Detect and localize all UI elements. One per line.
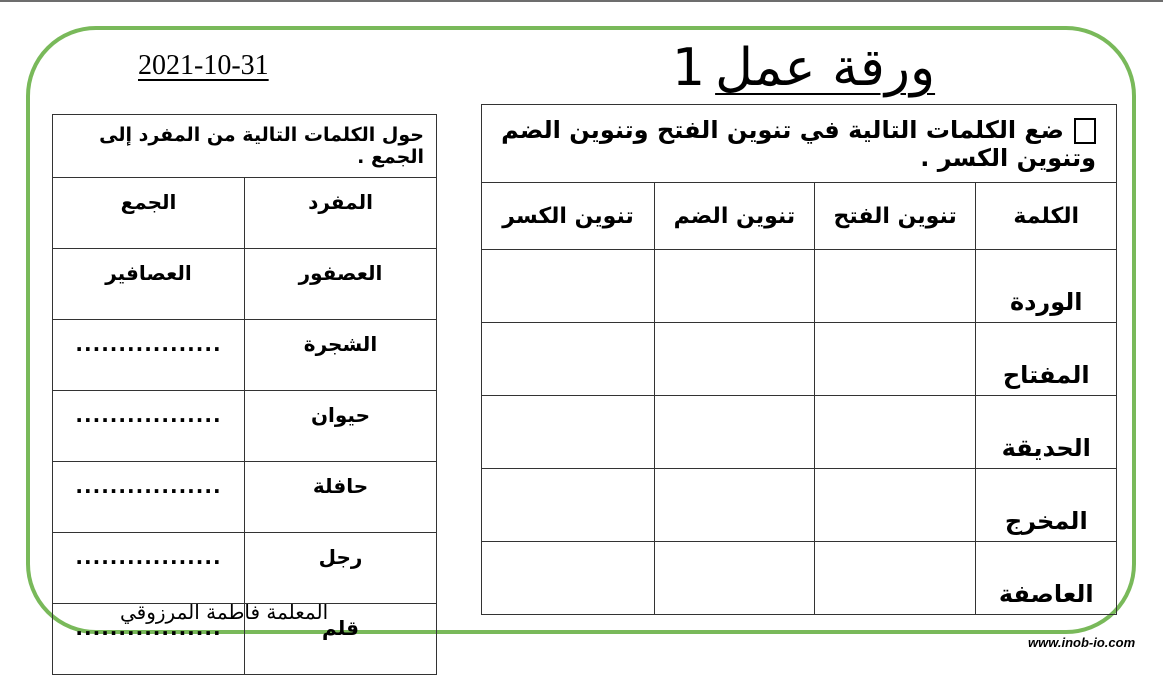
answer-cell[interactable] (655, 542, 815, 615)
plural-blank[interactable]: ................. (53, 391, 245, 462)
table-row (482, 250, 1117, 323)
singular-cell: قلم (245, 604, 437, 675)
answer-cell[interactable] (482, 323, 655, 396)
header-damm: تنوين الضم (655, 183, 815, 250)
title-number: 1 (672, 38, 706, 98)
teacher-name: المعلمة فاطمة المرزوقي (120, 600, 329, 624)
answer-cell[interactable] (814, 396, 976, 469)
word-cell: المفتاح (976, 323, 1117, 396)
answer-cell[interactable] (655, 396, 815, 469)
answer-cell[interactable] (655, 323, 815, 396)
table-row (53, 249, 437, 320)
website-watermark: www.inob-io.com (1028, 635, 1136, 650)
plural-blank[interactable]: ................. (53, 533, 245, 604)
answer-cell[interactable] (482, 396, 655, 469)
header-fath: تنوين الفتح (814, 183, 976, 250)
answer-cell[interactable] (814, 469, 976, 542)
tanween-exercise-table (481, 104, 1117, 615)
answer-cell[interactable] (482, 469, 655, 542)
header-kasr: تنوين الكسر (482, 183, 655, 250)
table-row (482, 542, 1117, 615)
table-row (482, 396, 1117, 469)
plural-blank[interactable]: ................. (53, 320, 245, 391)
answer-cell[interactable] (814, 542, 976, 615)
tanween-instruction-text: ضع الكلمات التالية في تنوين الفتح وتنوين الضم وتنوين الكسر . (501, 115, 1096, 172)
singular-cell: العصفور (245, 249, 437, 320)
singular-cell: حافلة (245, 462, 437, 533)
plural-instruction: حول الكلمات التالية من المفرد إلى الجمع . (53, 115, 437, 178)
word-cell: الحديقة (976, 396, 1117, 469)
answer-cell[interactable] (482, 542, 655, 615)
singular-cell: الشجرة (245, 320, 437, 391)
table-row (482, 323, 1117, 396)
answer-cell[interactable] (814, 323, 976, 396)
singular-cell: حيوان (245, 391, 437, 462)
plural-exercise-table (52, 114, 437, 675)
worksheet-date: 2021-10-31 (138, 50, 269, 81)
answer-cell[interactable] (482, 250, 655, 323)
checkbox-icon[interactable] (1074, 118, 1096, 144)
answer-cell[interactable] (655, 250, 815, 323)
word-cell: المخرج (976, 469, 1117, 542)
singular-cell: رجل (245, 533, 437, 604)
tanween-instruction (482, 105, 1117, 183)
answer-cell[interactable] (655, 469, 815, 542)
plural-blank[interactable]: ................. (53, 604, 245, 675)
word-cell: الوردة (976, 250, 1117, 323)
answer-cell[interactable] (814, 250, 976, 323)
table-row (53, 533, 437, 604)
table-row (53, 320, 437, 391)
top-rule (0, 0, 1163, 2)
header-word: الكلمة (976, 183, 1117, 250)
title-text: ورقة عمل (715, 38, 936, 98)
table-row (53, 391, 437, 462)
word-cell: العاصفة (976, 542, 1117, 615)
header-singular: المفرد (245, 178, 437, 249)
table-row (53, 462, 437, 533)
plural-cell: العصافير (53, 249, 245, 320)
worksheet-title (672, 38, 935, 98)
plural-blank[interactable]: ................. (53, 462, 245, 533)
header-plural: الجمع (53, 178, 245, 249)
table-row (482, 469, 1117, 542)
